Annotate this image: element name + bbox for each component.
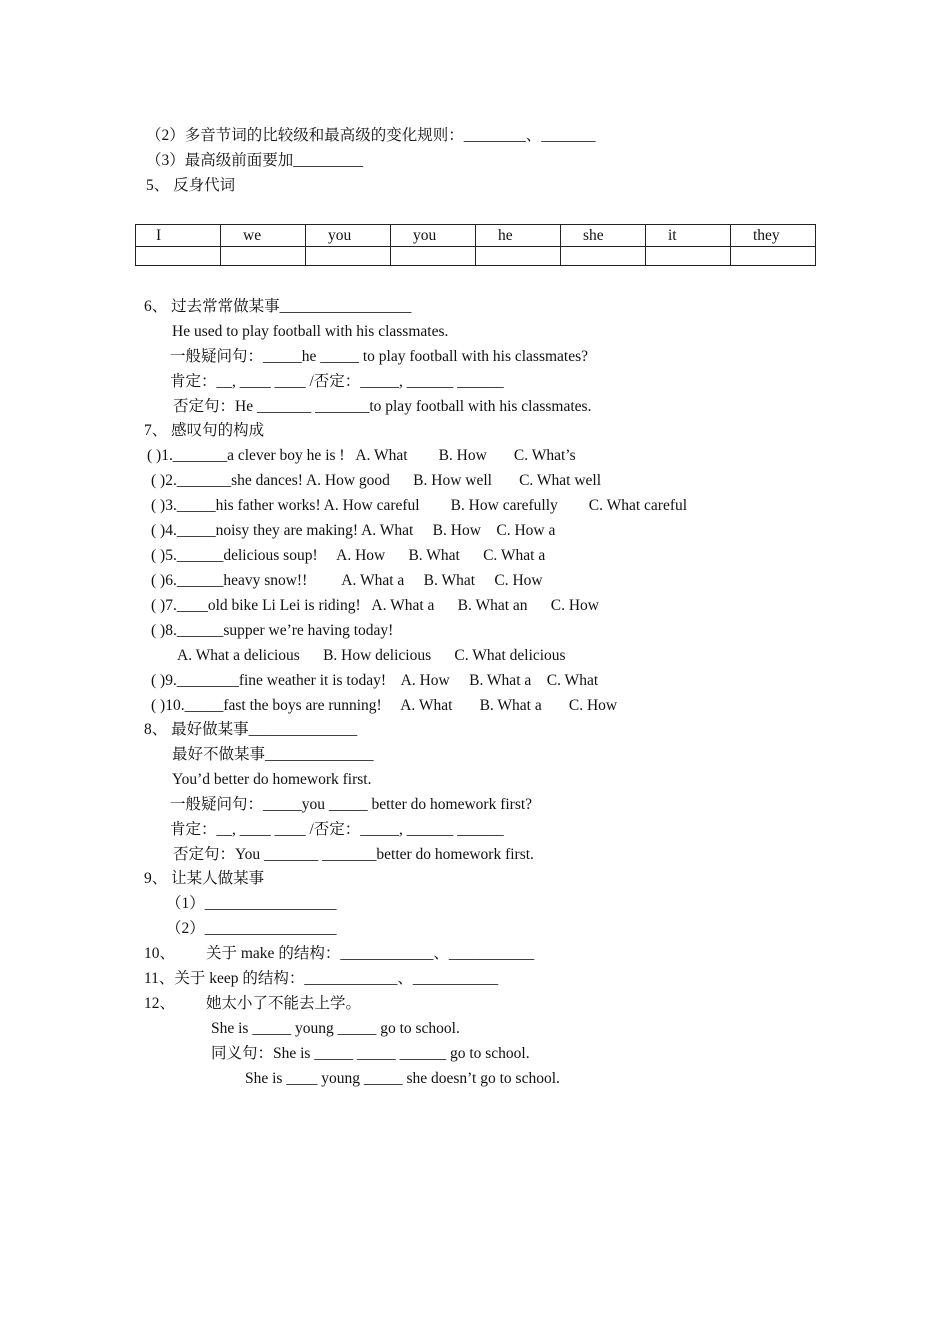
text-line: 12、 她太小了不能去上学。 [144,995,362,1012]
text-line: 一般疑问句：_____you _____ better do homework first? [170,796,533,813]
table-cell: I [136,225,221,247]
text-line: 否定句：You _______ _______better do homework first. [173,846,534,863]
answer-cell[interactable] [306,247,391,266]
pronoun-header-row [136,225,816,247]
table-cell: he [476,225,561,247]
text-line: ( )7.____old bike Li Lei is riding! A. What a B. What an C. How [151,597,600,614]
text-line: ( )5.______delicious soup! A. How B. What C. What a [151,547,546,564]
text-line: （3）最高级前面要加_________ [146,152,364,169]
text-line: 一般疑问句：_____he _____ to play football with his classmates? [170,348,589,365]
text-line: She is ____ young _____ she doesn’t go to school. [245,1070,560,1087]
table-cell: she [561,225,646,247]
table-cell: we [221,225,306,247]
answer-cell[interactable] [391,247,476,266]
text-line: 7、 感叹句的构成 [144,422,265,439]
text-line: 5、 反身代词 [146,177,236,194]
text-line: 肯定：__, ____ ____ /否定：_____, ______ ______ [170,373,504,390]
text-line: （2）多音节词的比较级和最高级的变化规则：________、_______ [146,127,596,144]
text-line: ( )9.________fine weather it is today! A. How B. What a C. What [151,672,599,689]
text-line: ( )10._____fast the boys are running! A. What B. What a C. How [151,697,618,714]
text-line: 11、关于 keep 的结构：____________、___________ [144,970,499,987]
text-line: ( )6.______heavy snow!! A. What a B. What C. How [151,572,543,589]
table-cell: you [306,225,391,247]
text-line: A. What a delicious B. How delicious C. What delicious [177,647,566,664]
text-line: 6、 过去常常做某事_________________ [144,298,412,315]
answer-cell[interactable] [221,247,306,266]
table-cell: it [646,225,731,247]
text-line: 8、 最好做某事______________ [144,721,358,738]
table-cell: you [391,225,476,247]
text-line: 最好不做某事______________ [172,746,374,763]
text-line: （2）_________________ [166,920,337,937]
text-line: He used to play football with his classmates. [172,323,449,340]
answer-cell[interactable] [136,247,221,266]
answer-cell[interactable] [731,247,816,266]
answer-cell[interactable] [561,247,646,266]
pronoun-answer-row [136,247,816,266]
text-line: She is _____ young _____ go to school. [211,1020,460,1037]
reflexive-pronoun-table [135,224,816,266]
answer-cell[interactable] [476,247,561,266]
text-line: You’d better do homework first. [172,771,372,788]
text-line: ( )3._____his father works! A. How careful B. How carefully C. What careful [151,497,688,514]
table-cell: they [731,225,816,247]
text-line: ( )8.______supper we’re having today! [151,622,394,639]
text-line: （1）_________________ [166,895,337,912]
text-line: 9、 让某人做某事 [144,870,265,887]
answer-cell[interactable] [646,247,731,266]
text-line: ( )4._____noisy they are making! A. What B. How C. How a [151,522,556,539]
text-line: ( )1._______a clever boy he is ! A. What B. How C. What’s [147,447,576,464]
text-line: 10、 关于 make 的结构：____________、___________ [144,945,535,962]
text-line: 肯定：__, ____ ____ /否定：_____, ______ ______ [170,821,504,838]
text-line: ( )2._______she dances! A. How good B. How well C. What well [151,472,602,489]
text-line: 否定句：He _______ _______to play football with his classmates. [173,398,592,415]
text-line: 同义句：She is _____ _____ ______ go to school. [211,1045,530,1062]
